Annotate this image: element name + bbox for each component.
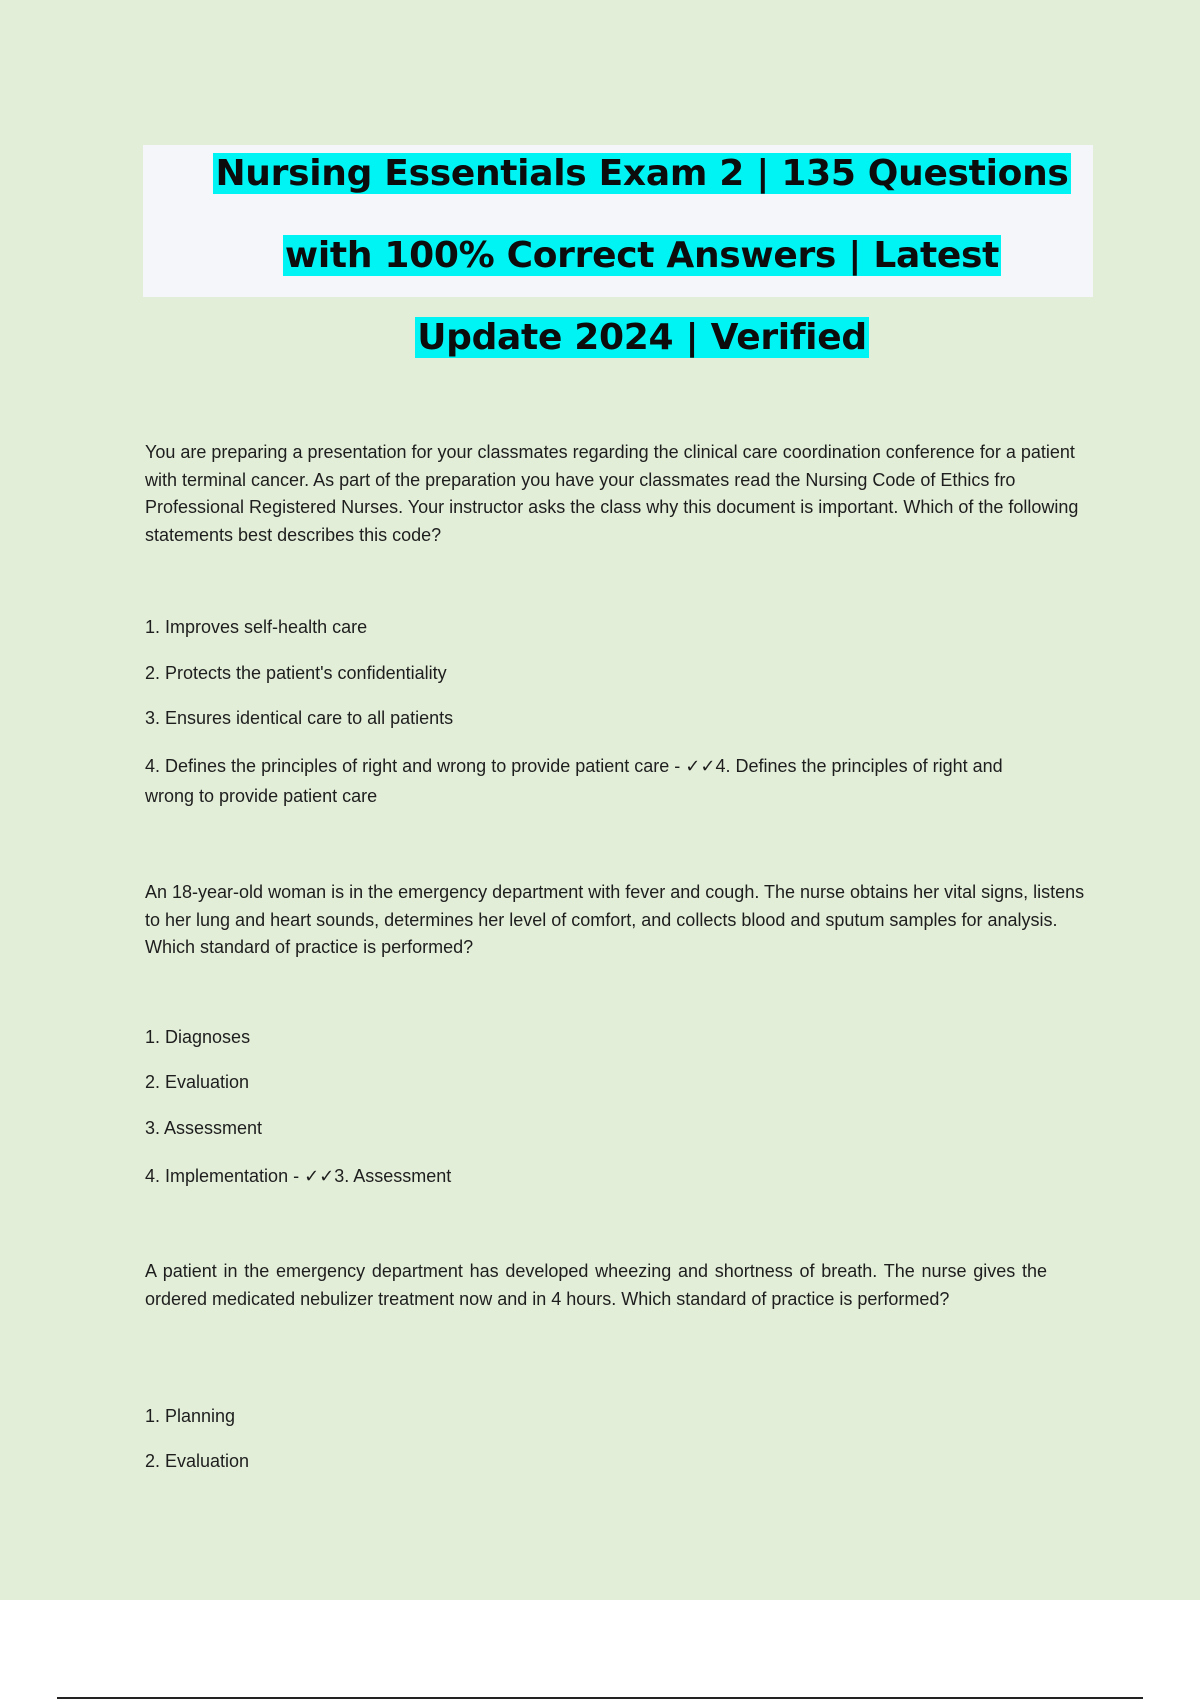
question-2-option-1: 1. Diagnoses [145,1027,251,1047]
question-1-option-4: 4. Defines the principles of right and wrong to provide patient care - ✓✓4. Defines the principles of right and wrong to provide patient care [145,756,1003,806]
question-1-option-2: 2. Protects the patient's confidentiality [145,663,447,683]
question-3-text: A patient in the emergency department has developed wheezing and shortness of breath. The nurse gives the ordered medicated nebulizer treatment now and in 4 hours. Which standard of practice is performed? [145,1261,1047,1309]
question-3-option-2: 2. Evaluation [145,1451,250,1471]
footer-divider [57,1697,1143,1699]
page-title-line-1: Nursing Essentials Exam 2 | 135 Questions [215,153,1069,194]
question-1-option-3: 3. Ensures identical care to all patients [145,708,454,728]
question-3-option-1: 1. Planning [145,1406,236,1426]
question-2-option-4: 4. Implementation - ✓✓3. Assessment [145,1166,452,1186]
question-2-option-3: 3. Assessment [145,1118,263,1138]
question-2-text: An 18-year-old woman is in the emergency department with fever and cough. The nurse obtains her vital signs, listens to her lung and heart sounds, determines her level of comfort, and collects blood and sputum samples for analysis. Which standard of practice is performed? [145,882,1085,957]
page-title-line-3: Update 2024 | Verified [417,317,867,358]
page-title-line-2: with 100% Correct Answers | Latest [284,235,1000,276]
question-1-text: You are preparing a presentation for your classmates regarding the clinical care coordination conference for a patient with terminal cancer. As part of the preparation you have your classmates read the Nursing Code of Ethics fro Professional Registered Nurses. Your instructor asks the class why this document is important. Which of the following statements best describes this code? [145,442,1079,545]
question-2-option-2: 2. Evaluation [145,1072,250,1092]
question-1-option-1: 1. Improves self-health care [145,617,368,637]
